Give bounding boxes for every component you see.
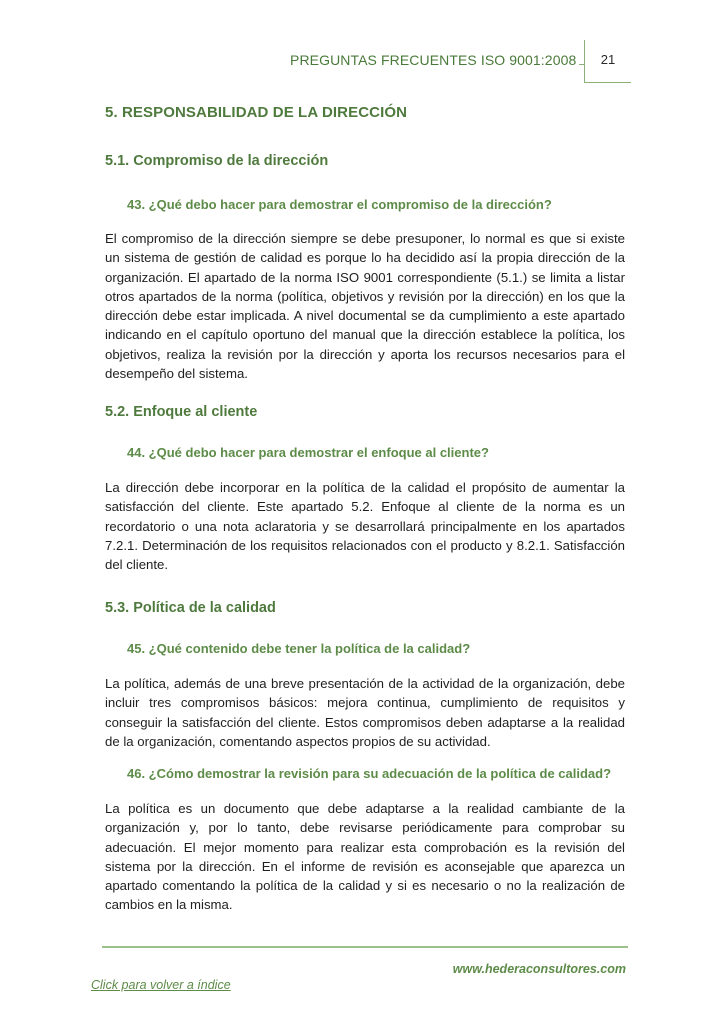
question-45: 45. ¿Qué contenido debe tener la política de la calidad? — [127, 641, 471, 656]
page-number-box — [584, 40, 631, 83]
section-title-5-3: 5.3. Política de la calidad — [105, 600, 276, 616]
question-44: 44. ¿Qué debo hacer para demostrar el enfoque al cliente? — [127, 445, 489, 460]
answer-43: El compromiso de la dirección siempre se debe presuponer, lo normal es que si existe un sistema de gestión de calidad es porque lo ha decidido así la propia dirección de la organización. El apartado de la norma ISO 9001 correspondiente (5.1.) se limita a listar otros apartados de la norma (política, objetivos y revisión por la dirección) en los que la dirección debe estar implicada. A nivel documental se da cumplimiento a este apartado indicando en el capítulo oportuno del manual que la dirección establece la política, los objetivos, realiza la revisión por la dirección y aporta los recursos necesarios para el desempeño del sistema. — [105, 231, 625, 382]
footer-divider — [102, 946, 628, 948]
answer-45: La política, además de una breve presentación de la actividad de la organización, debe incluir tres compromisos básicos: mejora continua, cumplimiento de requisitos y conseguir la satisfacción del cliente. Estos compromisos deben adaptarse a la realidad de la organización, comentando aspectos propios de su actividad. — [105, 676, 625, 749]
page-number: 21 — [600, 52, 616, 67]
answer-44: La dirección debe incorporar en la política de la calidad el propósito de aumentar la satisfacción del cliente. Este apartado 5.2. Enfoque al cliente de la norma es un recordatorio o una nota aclaratoria y se desarrollará principalmente en los apartados 7.2.1. Determinación de los requisitos relacionados con el producto y 8.2.1. Satisfacción del cliente. — [105, 480, 625, 573]
footer-website: www.hederaconsultores.com — [452, 962, 626, 976]
section-title-5-1: 5.1. Compromiso de la dirección — [105, 153, 329, 169]
chapter-title: 5. RESPONSABILIDAD DE LA DIRECCIÓN — [105, 104, 408, 121]
answer-46: La política es un documento que debe adaptarse a la realidad cambiante de la organización y, por lo tanto, debe revisarse periódicamente para comprobar su adecuación. El mejor momento para realizar esta comprobación es la revisión del sistema por la dirección. En el informe de revisión es aconsejable que aparezca un apartado comentando la política de la calidad y si es necesario o no la realización de cambios en la misma. — [105, 801, 625, 913]
section-title-5-2: 5.2. Enfoque al cliente — [105, 404, 258, 420]
running-header-title: PREGUNTAS FRECUENTES ISO 9001:2008 — [290, 52, 577, 68]
question-46: 46. ¿Cómo demostrar la revisión para su adecuación de la política de calidad? — [127, 766, 612, 781]
question-43: 43. ¿Qué debo hacer para demostrar el compromiso de la dirección? — [127, 197, 552, 212]
back-to-index-link[interactable]: Click para volver a índice — [91, 978, 231, 992]
